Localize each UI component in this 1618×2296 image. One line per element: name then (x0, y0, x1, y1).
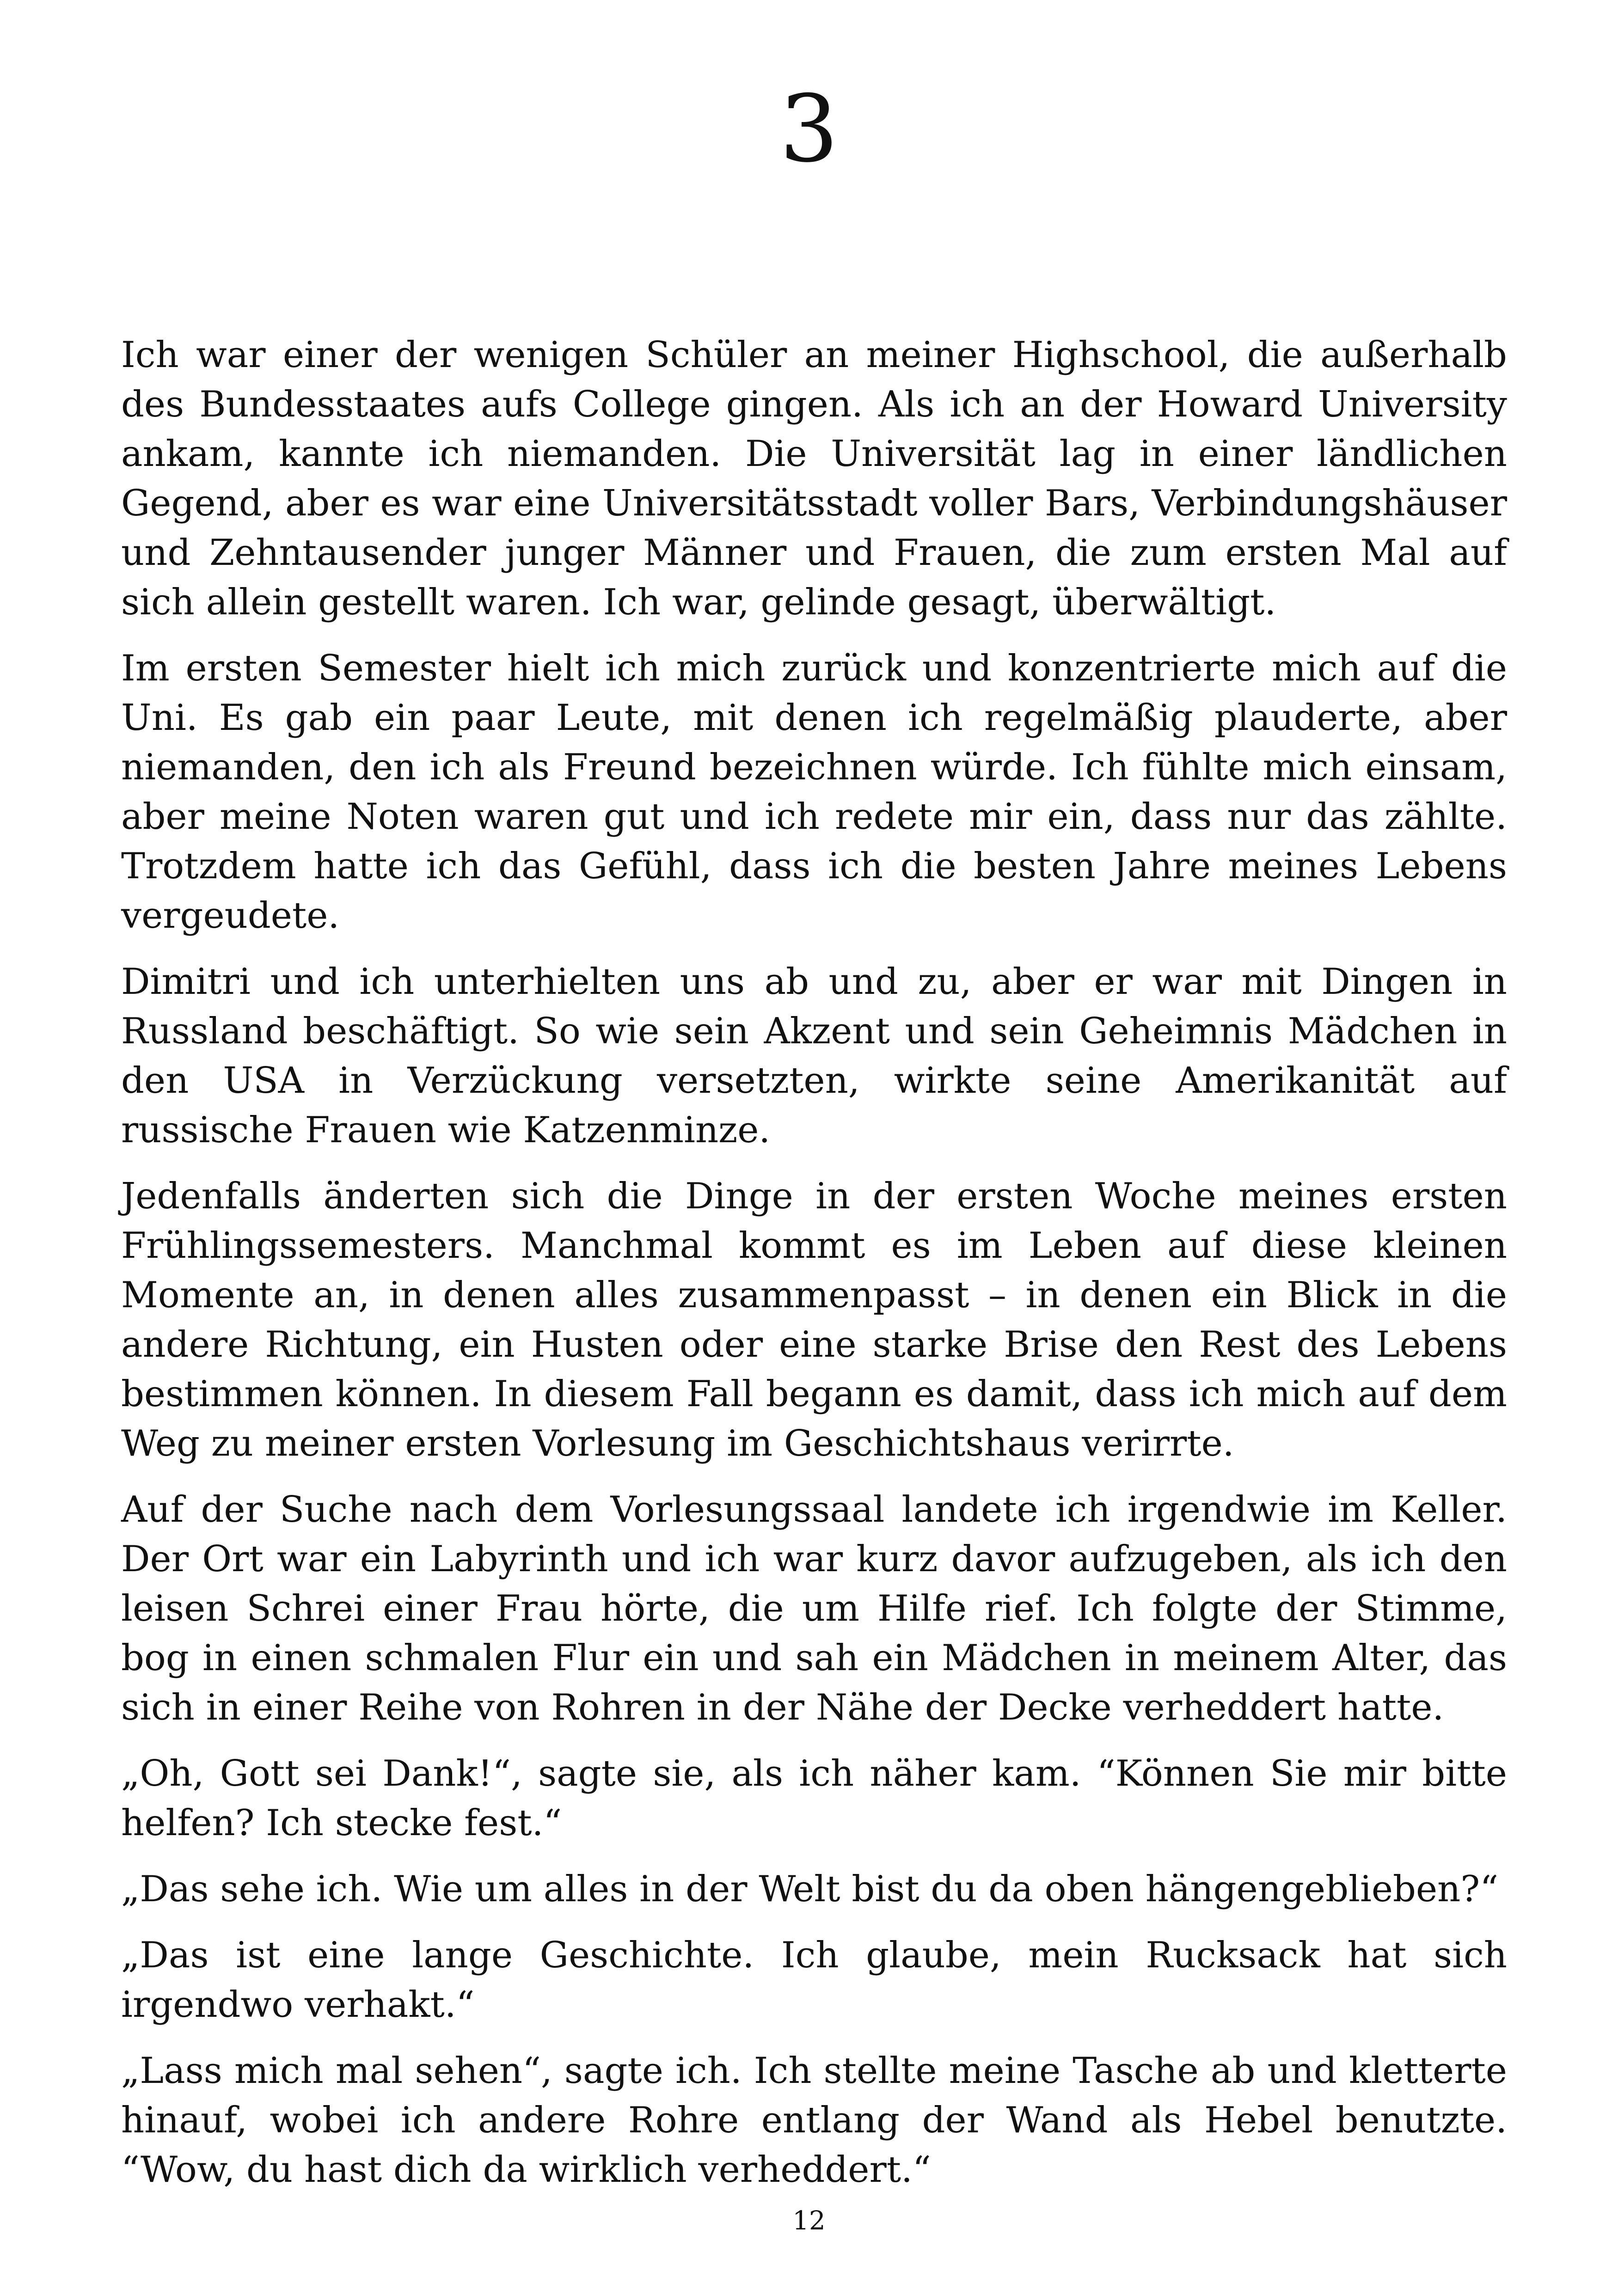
paragraph-8: „Das ist eine lange Geschichte. Ich glaube, mein Rucksack hat sich irgendwo verhakt.“ (121, 1935, 1507, 2026)
paragraph-3: Dimitri und ich unterhielten uns ab und zu, aber er war mit Dingen in Russland beschäftigt. So wie sein Akzent und sein Geheimnis Mädchen in den USA in Verzückung versetzten, wirkte seine Amerikanität auf russische Frauen wie Katzenminze. (121, 961, 1507, 1151)
paragraph-9: „Lass mich mal sehen“, sagte ich. Ich stellte meine Tasche ab und kletterte hinauf, wobei ich andere Rohre entlang der Wand als Hebel benutzte. “Wow, du hast dich da wirklich verheddert.“ (121, 2050, 1507, 2191)
paragraph-2: Im ersten Semester hielt ich mich zurück und konzentrierte mich auf die Uni. Es gab ein paar Leute, mit denen ich regelmäßig plauderte, aber niemanden, den ich als Freund bezeichnen würde. Ich fühlte mich einsam, aber meine Noten waren gut und ich redete mir ein, dass nur das zählte. Trotzdem hatte ich das Gefühl, dass ich die besten Jahre meines Lebens vergeudete. (121, 648, 1507, 937)
page-number: 12 (792, 2206, 826, 2236)
chapter-number: 3 (779, 75, 839, 183)
paragraph-5: Auf der Suche nach dem Vorlesungssaal landete ich irgendwie im Keller. Der Ort war ein Labyrinth und ich war kurz davor aufzugeben, als ich den leisen Schrei einer Frau hörte, die um Hilfe rief. Ich folgte der Stimme, bog in einen schmalen Flur ein und sah ein Mädchen in meinem Alter, das sich in einer Reihe von Rohren in der Nähe der Decke verheddert hatte. (121, 1489, 1507, 1728)
paragraph-4: Jedenfalls änderten sich die Dinge in der ersten Woche meines ersten Frühlingssemesters. Manchmal kommt es im Leben auf diese kleinen Momente an, in denen alles zusammenpasst – in denen ein Blick in die andere Richtung, ein Husten oder eine starke Brise den Rest des Lebens bestimmen können. In diesem Fall begann es damit, dass ich mich auf dem Weg zu meiner ersten Vorlesung im Geschichtshaus verirrte. (121, 1176, 1507, 1464)
paragraph-7: „Das sehe ich. Wie um alles in der Welt bist du da oben hängengeblieben?“ (121, 1868, 1499, 1910)
paragraph-6: „Oh, Gott sei Dank!“, sagte sie, als ich näher kam. “Können Sie mir bitte helfen? Ich stecke fest.“ (121, 1753, 1507, 1844)
chapter-body (121, 331, 1507, 2211)
paragraph-1: Ich war einer der wenigen Schüler an meiner Highschool, die außerhalb des Bundesstaates aufs College gingen. Als ich an der Howard University ankam, kannte ich niemanden. Die Universität lag in einer ländlichen Gegend, aber es war eine Universitätsstadt voller Bars, Verbindungshäuser und Zehntausender junger Männer und Frauen, die zum ersten Mal auf sich allein gestellt waren. Ich war, gelinde gesagt, überwältigt. (121, 334, 1507, 623)
